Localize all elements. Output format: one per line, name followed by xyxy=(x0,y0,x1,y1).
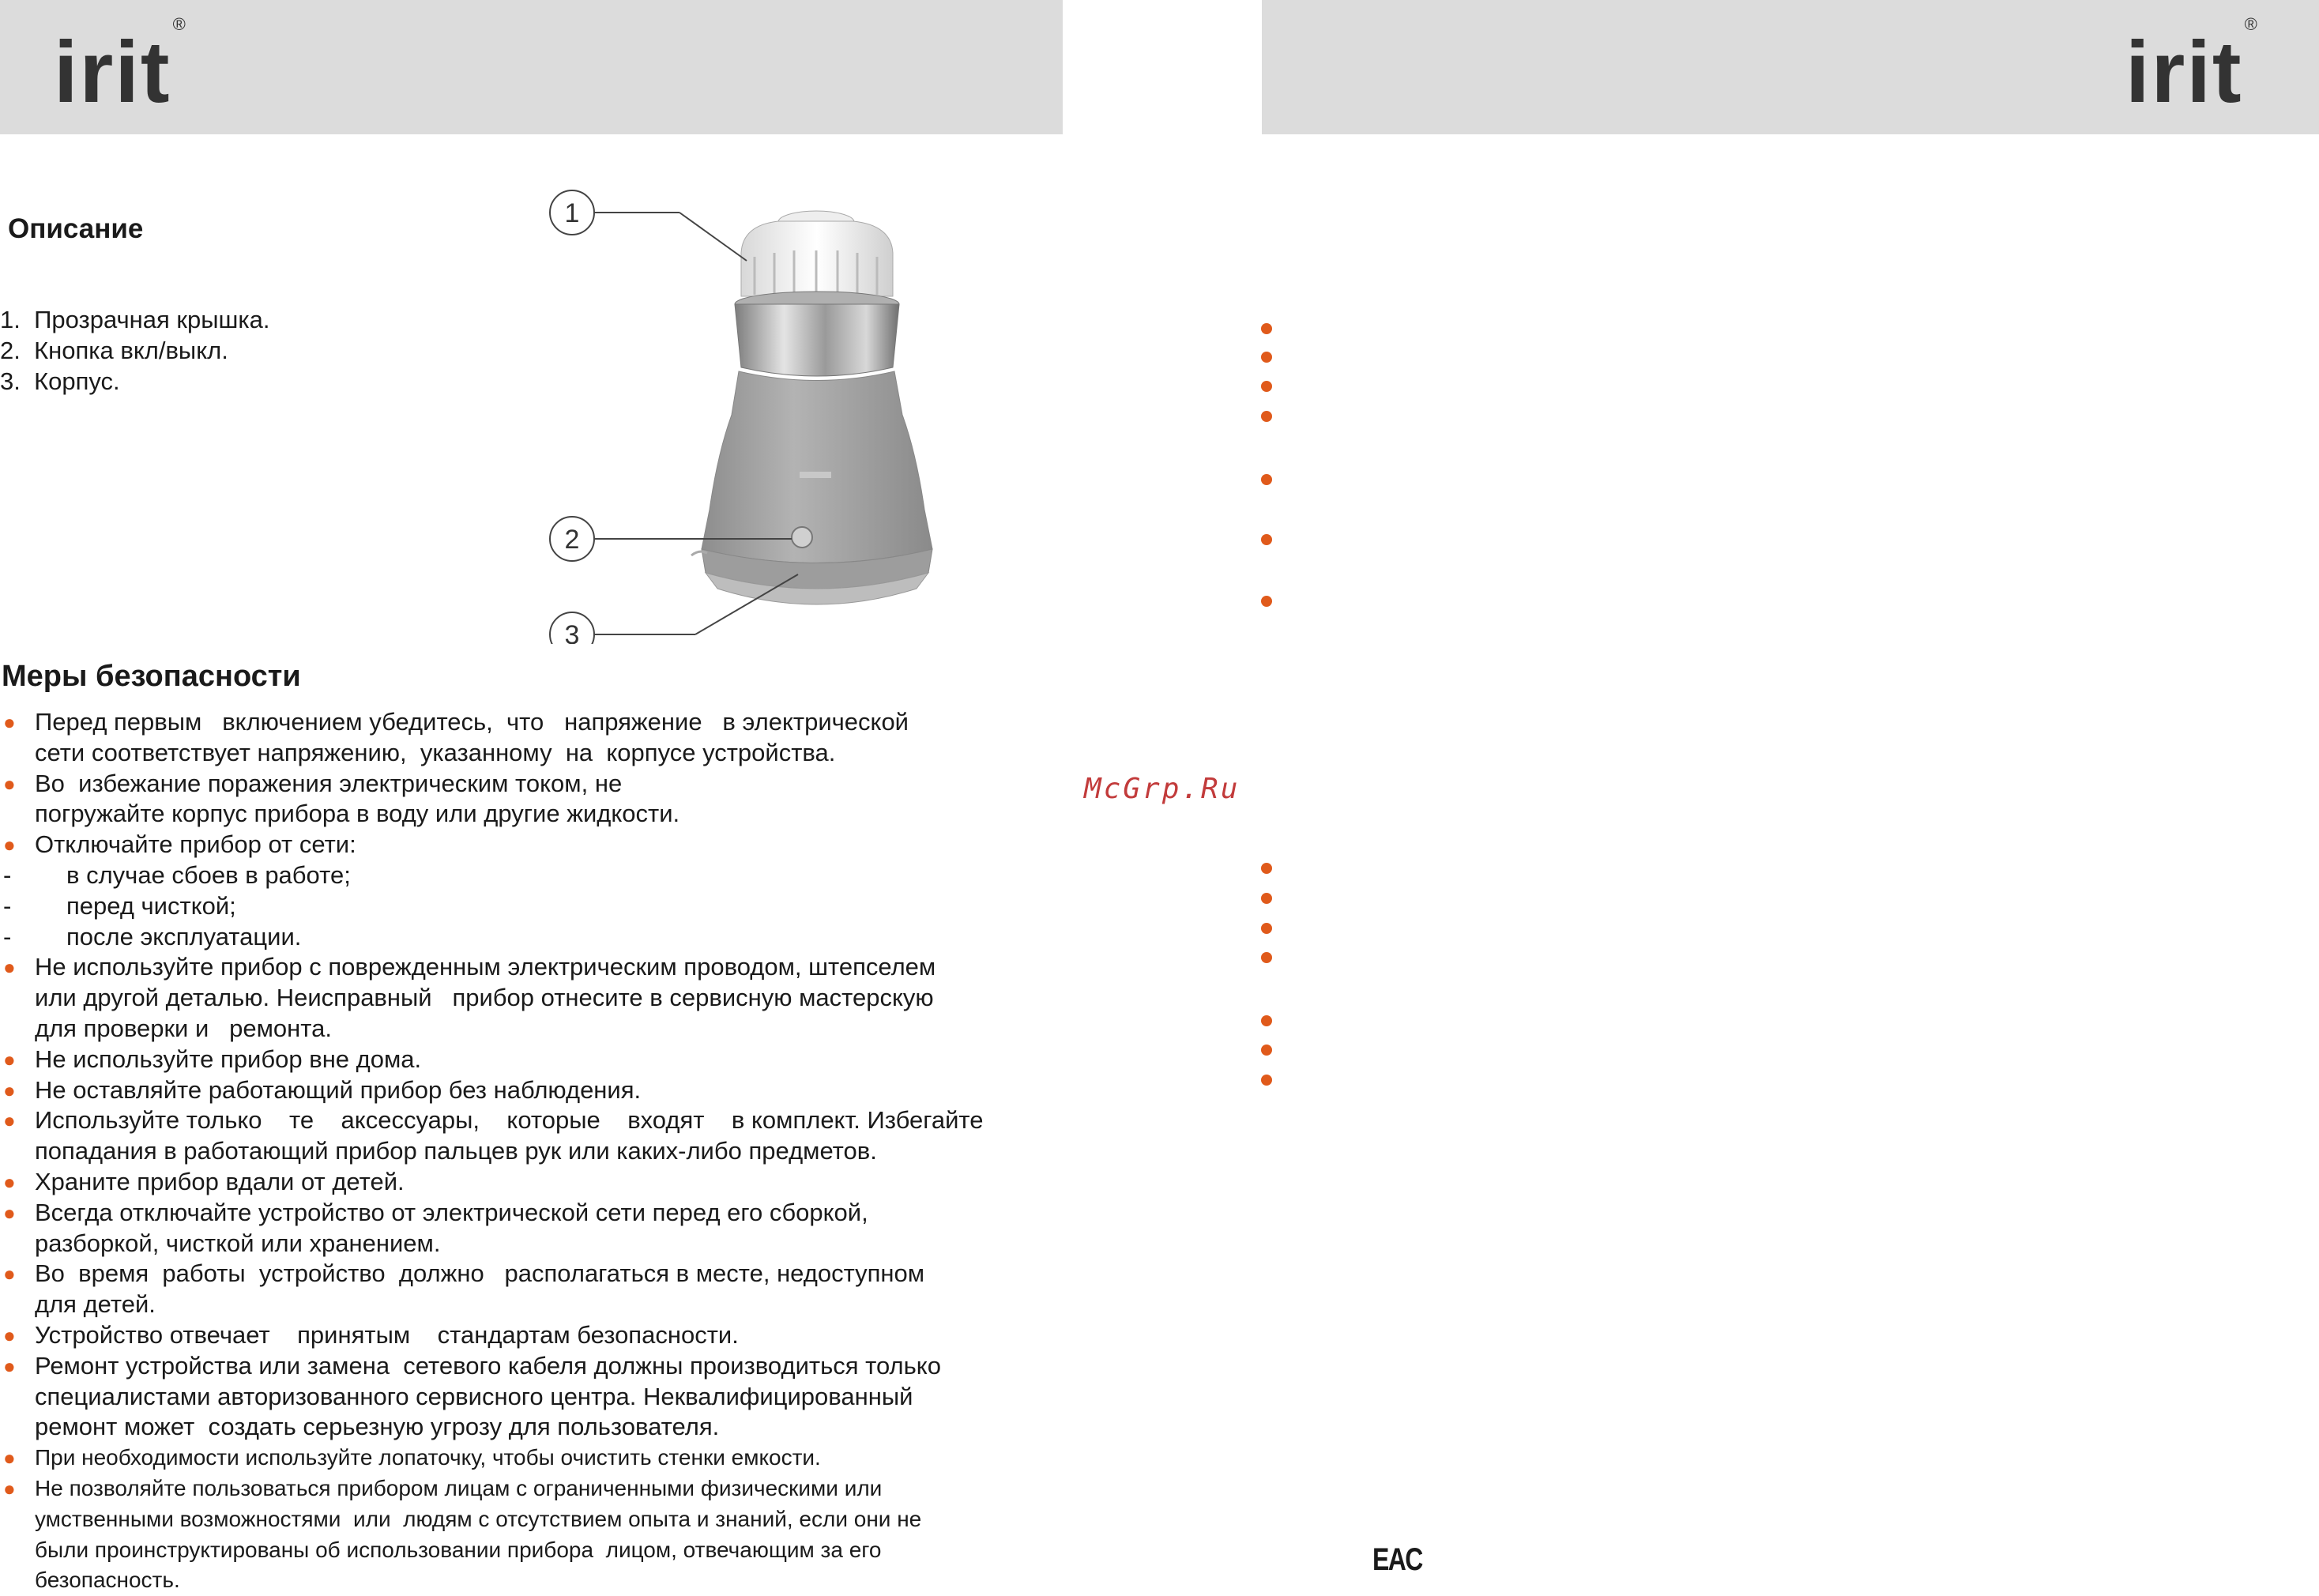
bullet-icon: ● xyxy=(3,1169,16,1194)
safety-item xyxy=(0,1504,1063,1535)
bullet-icon: ● xyxy=(3,1047,16,1071)
safety-item xyxy=(0,1382,1063,1413)
right-logo-text: irit xyxy=(2125,24,2243,121)
safety-item-text: Используйте только те аксессуары, которые входят в комплект. Избегайте xyxy=(35,1106,984,1135)
safety-item xyxy=(0,1259,1063,1289)
safety-item xyxy=(0,769,1063,800)
safety-item-text: Не используйте прибор с поврежденным электрическим проводом, штепселем xyxy=(35,953,936,981)
safety-item xyxy=(0,1289,1063,1320)
safety-item xyxy=(0,707,1063,738)
safety-item-text: после эксплуатации. xyxy=(66,922,302,950)
part-item: 1. Прозрачная крышка. xyxy=(0,306,270,333)
body-shape xyxy=(691,371,932,604)
parts-list xyxy=(0,304,269,397)
eac-mark: EAC xyxy=(1372,1542,1422,1577)
safety-item-text: погружайте корпус прибора в воду или другие жидкости. xyxy=(35,800,680,828)
bullet-icon: ● xyxy=(3,833,16,857)
safety-item-text: Храните прибор вдали от детей. xyxy=(35,1167,405,1195)
safety-list xyxy=(0,707,1063,1596)
grinder-illustration xyxy=(537,178,980,644)
safety-item xyxy=(0,1535,1063,1566)
safety-item-text: были проинструктированы об использовании прибора лицом, отвечающим за его xyxy=(35,1537,882,1562)
callout-1 xyxy=(550,190,747,261)
safety-item-text: ремонт может создать серьезную угрозу для пользователя. xyxy=(35,1413,720,1441)
safety-item-text: Отключайте прибор от сети: xyxy=(35,830,356,859)
bullet-icon: ● xyxy=(3,1200,16,1225)
bullet-icon: ● xyxy=(3,955,16,980)
bullet-dot xyxy=(1261,474,1272,485)
safety-item-text: Во время работы устройство должно располагаться в месте, недоступном xyxy=(35,1259,925,1288)
safety-item-text: в случае сбоев в работе; xyxy=(66,860,351,889)
safety-item-text: Не оставляйте работающий прибор без наблюдения. xyxy=(35,1075,642,1104)
safety-item xyxy=(0,1136,1063,1167)
watermark: McGrp.Ru xyxy=(1084,773,1240,805)
safety-item xyxy=(0,1198,1063,1229)
safety-item-text: Всегда отключайте устройство от электрической сети перед его сборкой, xyxy=(35,1198,868,1226)
bullet-icon: ● xyxy=(3,1262,16,1286)
bullet-dot xyxy=(1261,863,1272,874)
safety-item-text: для детей. xyxy=(35,1290,156,1319)
right-logo-registered: ® xyxy=(2244,14,2259,34)
callout-2-label: 2 xyxy=(564,525,580,555)
safety-item-text: Не позволяйте пользоваться прибором лицам с ограниченными физическими или xyxy=(35,1475,883,1500)
safety-item-text: перед чисткой; xyxy=(66,891,236,920)
bullet-dot xyxy=(1261,923,1272,934)
bowl-shape xyxy=(735,292,899,376)
part-item: 2. Кнопка вкл/выкл. xyxy=(0,337,228,364)
bullet-icon: ● xyxy=(3,710,16,734)
bullet-icon: ● xyxy=(3,1109,16,1133)
safety-item xyxy=(0,1167,1063,1198)
safety-item-text: Перед первым включением убедитесь, что напряжение в электрической xyxy=(35,708,909,736)
lid-shape xyxy=(741,211,893,296)
safety-item-text: разборкой, чисткой или хранением. xyxy=(35,1229,441,1257)
safety-item xyxy=(0,1412,1063,1443)
bullet-icon: ● xyxy=(3,1078,16,1102)
safety-title: Меры безопасности xyxy=(2,660,301,693)
bullet-dot xyxy=(1261,893,1272,904)
safety-item xyxy=(0,1105,1063,1136)
safety-item-text: Во избежание поражения электрическим током, не xyxy=(35,769,623,797)
callout-1-label: 1 xyxy=(564,198,580,228)
safety-item-text: Ремонт устройства или замена сетевого кабеля должны производиться только xyxy=(35,1351,941,1380)
dash-marker: - xyxy=(3,922,12,950)
description-title: Описание xyxy=(8,213,144,244)
bullet-dot xyxy=(1261,1045,1272,1056)
safety-item-text: Устройство отвечает принятым стандартам безопасности. xyxy=(35,1320,739,1349)
safety-item-text: безопасность. xyxy=(35,1568,180,1593)
safety-item xyxy=(0,1443,1063,1474)
safety-item-text: Не используйте прибор вне дома. xyxy=(35,1045,422,1073)
safety-item xyxy=(0,891,1063,922)
bullet-icon: ● xyxy=(3,1476,16,1500)
bullet-dot xyxy=(1261,534,1272,545)
callout-3-label: 3 xyxy=(564,620,580,644)
safety-item xyxy=(0,1565,1063,1596)
safety-item xyxy=(0,1351,1063,1382)
right-logo xyxy=(2125,14,2259,122)
safety-item xyxy=(0,1320,1063,1351)
safety-item xyxy=(0,922,1063,953)
safety-item xyxy=(0,830,1063,860)
safety-item-text: сети соответствует напряжению, указанному на корпусе устройства. xyxy=(35,738,836,766)
bullet-dot xyxy=(1261,352,1272,363)
safety-item xyxy=(0,1229,1063,1259)
bullet-icon: ● xyxy=(3,771,16,796)
safety-item xyxy=(0,738,1063,769)
safety-item-text: попадания в работающий прибор пальцев рук или каких-либо предметов. xyxy=(35,1137,877,1165)
safety-item-text: умственными возможностями или людям с отсутствием опыта и знаний, если они не xyxy=(35,1506,922,1531)
safety-item xyxy=(0,1014,1063,1045)
safety-item-text: для проверки и ремонта. xyxy=(35,1014,332,1042)
bullet-icon: ● xyxy=(3,1323,16,1347)
safety-item xyxy=(0,952,1063,983)
dash-marker: - xyxy=(3,891,12,920)
left-logo-registered: ® xyxy=(172,14,187,34)
safety-item xyxy=(0,1075,1063,1106)
part-item: 3. Корпус. xyxy=(0,367,120,395)
safety-item xyxy=(0,983,1063,1014)
safety-item xyxy=(0,1474,1063,1504)
bullet-dot xyxy=(1261,1015,1272,1026)
safety-item-text: специалистами авторизованного сервисного центра. Неквалифицированный xyxy=(35,1382,913,1410)
bullet-icon: ● xyxy=(3,1353,16,1378)
bullet-dot xyxy=(1261,952,1272,963)
bullet-dot xyxy=(1261,381,1272,392)
left-logo xyxy=(54,14,187,122)
bullet-dot xyxy=(1261,323,1272,334)
left-logo-text: irit xyxy=(54,24,171,121)
bullet-dot xyxy=(1261,411,1272,422)
dash-marker: - xyxy=(3,860,12,889)
bullet-icon: ● xyxy=(3,1446,16,1470)
safety-item-text: При необходимости используйте лопаточку, чтобы очистить стенки емкости. xyxy=(35,1445,821,1470)
safety-item xyxy=(0,860,1063,891)
safety-item xyxy=(0,799,1063,830)
bullet-dot xyxy=(1261,1075,1272,1086)
bullet-dot xyxy=(1261,596,1272,607)
safety-item-text: или другой деталью. Неисправный прибор отнесите в сервисную мастерскую xyxy=(35,984,934,1012)
safety-item xyxy=(0,1045,1063,1075)
